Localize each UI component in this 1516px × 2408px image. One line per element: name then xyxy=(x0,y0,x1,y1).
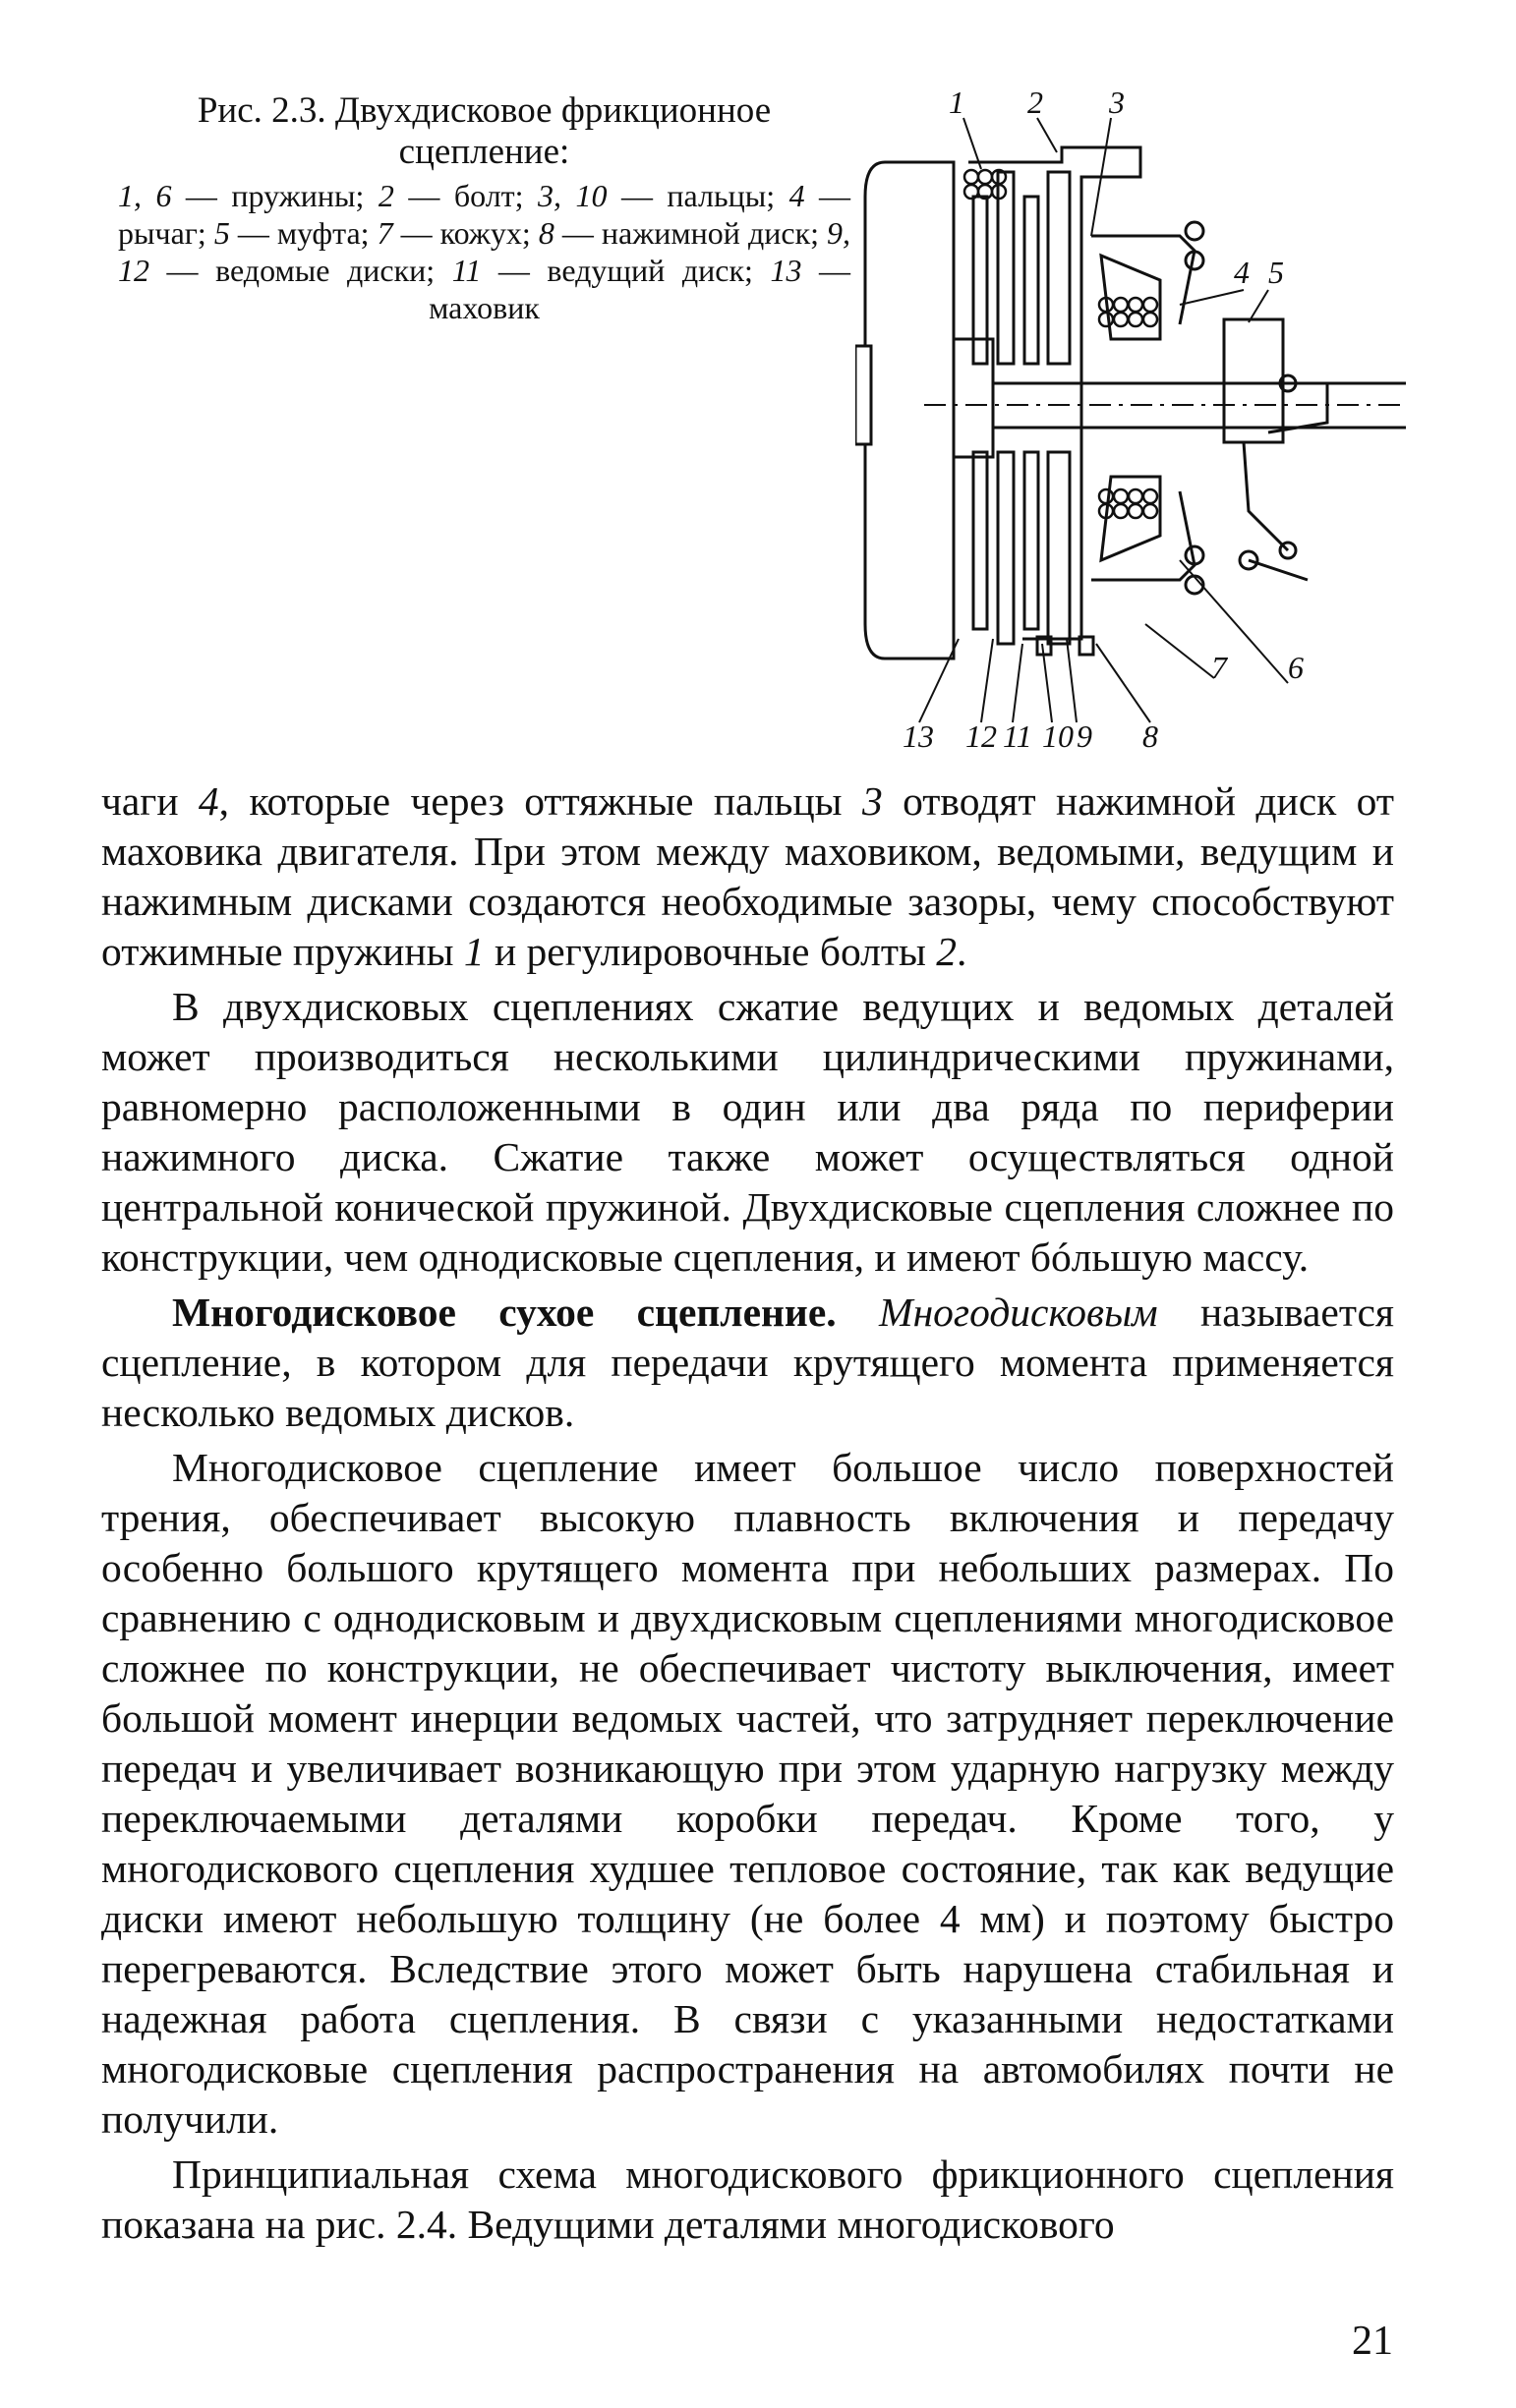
legend-number: 4 xyxy=(788,178,805,213)
legend-text: — рычаг; xyxy=(118,178,851,251)
legend-number: 1, 6 xyxy=(118,178,172,213)
label-10: 10 xyxy=(1042,718,1074,752)
legend-text: — ведущий диск; xyxy=(481,253,771,288)
text-run: . xyxy=(957,929,967,974)
label-5: 5 xyxy=(1268,255,1284,290)
legend-number: 2 xyxy=(378,178,394,213)
body-text xyxy=(101,776,1394,2255)
legend-number: 13 xyxy=(770,253,802,288)
legend-text: — пружины; xyxy=(171,178,379,213)
text-run xyxy=(837,1290,879,1335)
legend-number: 9, 12 xyxy=(118,215,851,288)
legend-number: 3, 10 xyxy=(538,178,608,213)
legend-text: — маховик xyxy=(429,253,851,325)
legend-number: 5 xyxy=(213,215,230,251)
paragraph-5: Принципиальная схема многодискового фрикционного сцепления показана на рис. 2.4. Ведущими деталями многодискового xyxy=(101,2151,1394,2247)
label-8: 8 xyxy=(1142,718,1158,752)
paragraph-1 xyxy=(101,776,1394,977)
clutch-diagram xyxy=(855,88,1406,752)
page-number: 21 xyxy=(1352,2319,1393,2364)
label-1: 1 xyxy=(949,88,964,120)
label-2: 2 xyxy=(1027,88,1043,120)
text-run: 1 xyxy=(463,929,485,974)
text-run: 4 xyxy=(198,778,219,824)
text-run: и регулировочные болты xyxy=(484,929,937,974)
legend-text: — нажимной диск; xyxy=(554,215,828,251)
label-13: 13 xyxy=(903,718,934,752)
legend-text: — болт; xyxy=(393,178,539,213)
flywheel-shape xyxy=(865,162,954,659)
label-3: 3 xyxy=(1109,88,1125,120)
label-9: 9 xyxy=(1077,718,1092,752)
text-run: 2 xyxy=(936,929,958,974)
text-run: Многодисковым xyxy=(879,1290,1158,1335)
label-11: 11 xyxy=(1003,718,1032,752)
label-6: 6 xyxy=(1288,650,1304,685)
text-run: чаги xyxy=(101,778,199,824)
caption-title: Рис. 2.3. Двухдисковое фрикционное сцепление: xyxy=(197,90,772,172)
label-7: 7 xyxy=(1211,650,1227,685)
text-run: , которые через оттяжные пальцы xyxy=(218,778,862,824)
paragraph-4: Многодисковое сцепление имеет большое число поверхностей трения, обеспечивает высокую плавность включения и передачу особенно большого крутящего момента при небольших размерах. По сравнению с однодисковым и двухдисковым сцеплениями многодисковое сложнее по конструкции, не обеспечивает чистоту выключения, имеет большой момент инерции ведомых частей, что затрудняет переключение передач и увеличивает возникающую при этом ударную нагрузку между переключаемыми деталями коробки передач. Кроме того, у многодискового сцепления худшее тепловое состояние, так как ведущие диски имеют небольшую толщину (не более 4 мм) и поэтому быстро перегреваются. Вследствие этого может быть нарушена стабильная и надежная работа сцепления. В связи с указанными недостатками многодисковые сцепления распространения на автомобилях почти не получили. xyxy=(101,1445,1394,2142)
legend-text: — пальцы; xyxy=(607,178,789,213)
text-run: отводят нажимной диск от маховика двигателя. При этом между маховиком, ведомыми, ведущим и нажимным дисками создаются необходимые зазоры, чему способствуют отжимные пружины xyxy=(101,778,1395,974)
clutch-drawing xyxy=(855,88,1406,752)
text-run: Многодисковое сухое сцепление. xyxy=(172,1290,837,1335)
text-run: 3 xyxy=(861,778,883,824)
caption-legend xyxy=(118,177,850,326)
label-4: 4 xyxy=(1234,255,1250,290)
figure-caption xyxy=(118,90,850,326)
legend-text: — ведомые диски; xyxy=(149,253,452,288)
paragraph-2: В двухдисковых сцеплениях сжатие ведущих и ведомых деталей может производиться несколькими цилиндрическими пружинами, равномерно расположенными в один или два ряда по периферии нажимного диска. Сжатие также может осуществляться одной центральной конической пружиной. Двухдисковые сцепления сложнее по конструкции, чем однодисковые сцепления, и имеют бóльшую массу. xyxy=(101,984,1394,1280)
legend-text: — муфта; xyxy=(229,215,378,251)
legend-number: 8 xyxy=(538,215,554,251)
paragraph-3 xyxy=(101,1288,1394,1438)
legend-number: 7 xyxy=(377,215,393,251)
legend-text: — кожух; xyxy=(392,215,539,251)
label-12: 12 xyxy=(965,718,997,752)
text-run: называется сцепление, в котором для передачи крутящего момента применяется несколько ведомых дисков. xyxy=(101,1290,1395,1435)
legend-number: 11 xyxy=(451,253,482,288)
